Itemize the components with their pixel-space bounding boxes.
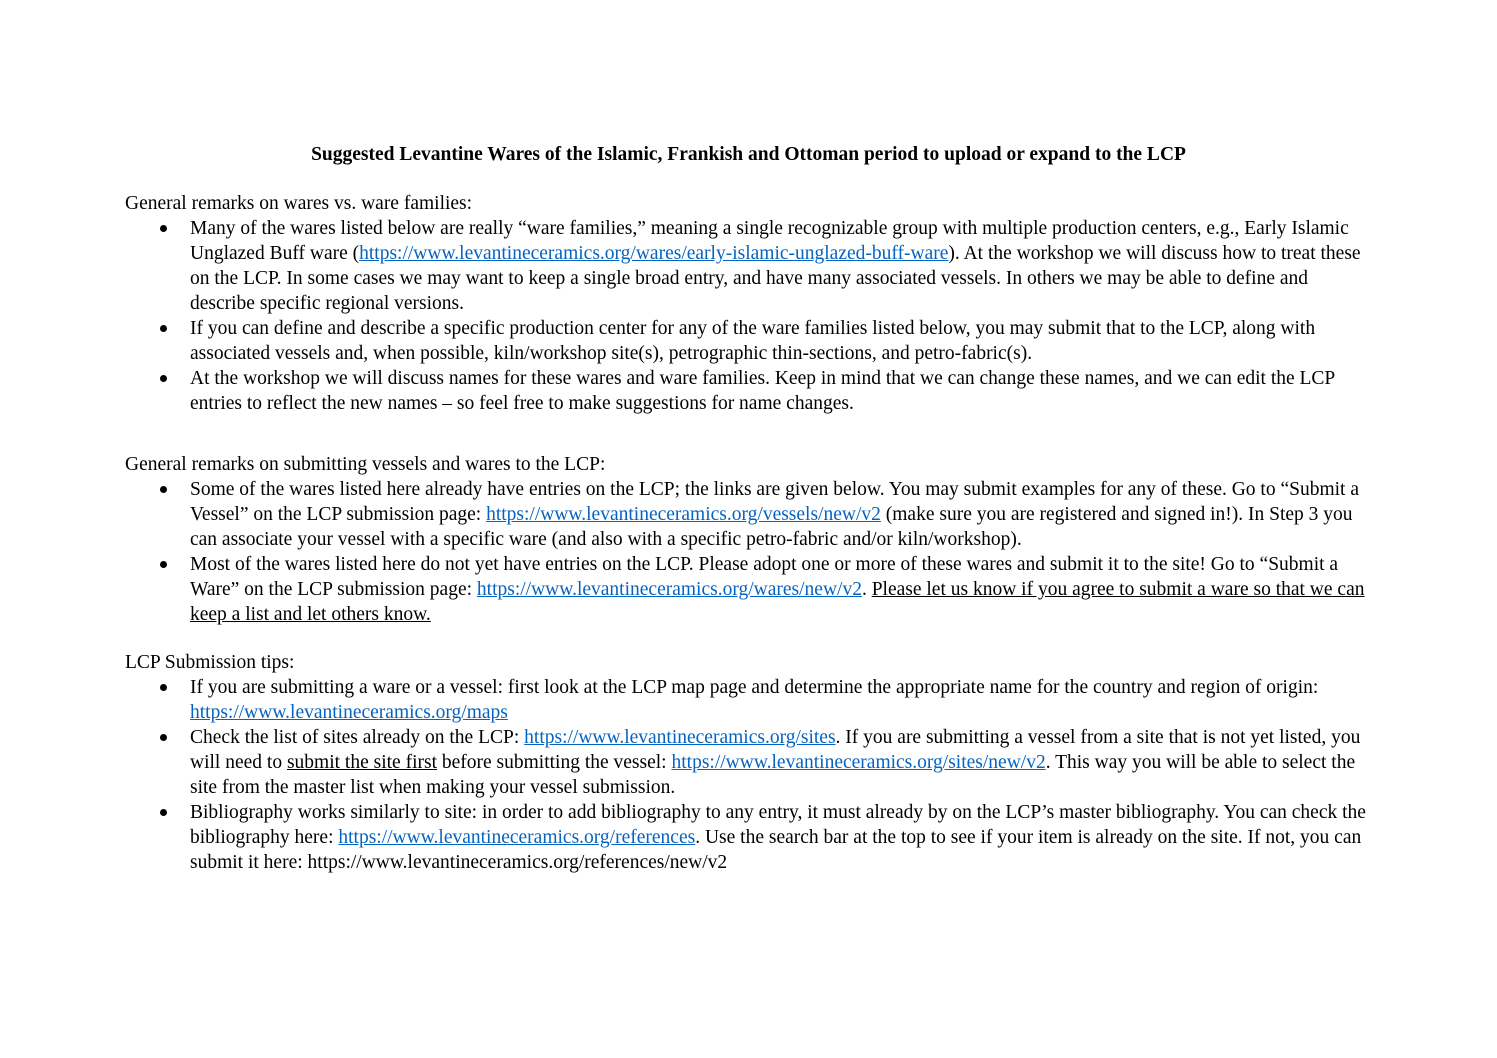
item-text: . — [861, 579, 872, 600]
item-text: . This way you will be able to select the site from the master list when making your vessel submission. — [190, 752, 1356, 798]
item-text: . Use the search bar at the top to see if your item is already on the site. If not, you can submit it here: https://www.levantineceramics.org/references/new/v2 — [190, 827, 1362, 873]
bullet-list — [125, 675, 1375, 875]
section-submitting-vessels — [125, 452, 1375, 627]
link-early-islamic-buff-ware[interactable]: https://www.levantineceramics.org/wares/early-islamic-unglazed-buff-ware — [359, 243, 949, 264]
underlined-note: submit the site first — [286, 752, 437, 773]
item-text: Most of the wares listed here do not yet have entries on the LCP. Please adopt one or more of these wares and submit it to the site! Go to “Submit a Ware” on the LCP submission page: — [190, 554, 1339, 600]
page-title: Suggested Levantine Wares of the Islamic, Frankish and Ottoman period to upload or expand to the LCP — [311, 144, 1186, 165]
list-item — [125, 675, 1375, 725]
item-text: (make sure you are registered and signed in!). In Step 3 you can associate your vessel with a specific ware (and also with a specific petro-fabric and/or kiln/workshop). — [190, 504, 1353, 550]
link-sites[interactable]: https://www.levantineceramics.org/sites — [524, 727, 836, 748]
item-text: Some of the wares listed here already have entries on the LCP; the links are given below. You may submit examples for any of these. Go to “Submit a Vessel” on the LCP submission page: — [190, 479, 1360, 525]
link-submit-ware[interactable]: https://www.levantineceramics.org/wares/new/v2 — [476, 579, 862, 600]
list-item — [125, 316, 1375, 366]
item-text: At the workshop we will discuss names for these wares and ware families. Keep in mind that we can change these names, and we can edit the LCP entries to reflect the new names – so feel free to make suggestions for name changes. — [190, 368, 1335, 414]
item-text: If you can define and describe a specific production center for any of the ware families listed below, you may submit that to the LCP, along with associated vessels and, when possible, kiln/workshop site(s), petrographic thin-sections, and petro-fabric(s). — [190, 318, 1316, 364]
bullet-icon — [160, 734, 167, 741]
section-heading: General remarks on wares vs. ware families: — [125, 193, 473, 214]
section-wares-vs-families — [125, 191, 1375, 416]
bullet-icon — [160, 561, 167, 568]
item-text: before submitting the vessel: — [436, 752, 672, 773]
list-item — [125, 366, 1375, 416]
section-heading: LCP Submission tips: — [125, 652, 295, 673]
link-submit-vessel[interactable]: https://www.levantineceramics.org/vessels/new/v2 — [486, 504, 881, 525]
bullet-icon — [160, 684, 167, 691]
list-item — [125, 477, 1375, 552]
item-text: Bibliography works similarly to site: in order to add bibliography to any entry, it must already by on the LCP’s master bibliography. You can check the bibliography here: — [190, 802, 1366, 848]
link-new-site[interactable]: https://www.levantineceramics.org/sites/new/v2 — [671, 752, 1046, 773]
item-text: Many of the wares listed below are really “ware families,” meaning a single recognizable group with multiple production centers, e.g., Early Islamic Unglazed Buff ware ( — [190, 218, 1349, 264]
bullet-icon — [160, 325, 167, 332]
bullet-icon — [160, 225, 167, 232]
link-maps[interactable]: https://www.levantineceramics.org/maps — [190, 702, 508, 723]
bullet-list — [125, 477, 1375, 627]
underlined-note: Please let us know if you agree to submit a ware so that we can keep a list and let others know. — [190, 579, 1365, 625]
item-text: If you are submitting a ware or a vessel: first look at the LCP map page and determine the appropriate name for the country and region of origin: — [190, 677, 1319, 698]
bullet-list — [125, 216, 1375, 416]
bullet-icon — [160, 375, 167, 382]
list-item — [125, 800, 1375, 875]
list-item — [125, 552, 1375, 627]
list-item — [125, 216, 1375, 316]
bullet-icon — [160, 809, 167, 816]
section-heading: General remarks on submitting vessels and wares to the LCP: — [125, 454, 606, 475]
bullet-icon — [160, 486, 167, 493]
item-text: Check the list of sites already on the LCP: — [190, 727, 525, 748]
item-text: . If you are submitting a vessel from a site that is not yet listed, you will need to — [190, 727, 1361, 773]
link-references[interactable]: https://www.levantineceramics.org/references — [338, 827, 696, 848]
section-submission-tips — [125, 650, 1375, 875]
list-item — [125, 725, 1375, 800]
item-text: ). At the workshop we will discuss how to treat these on the LCP. In some cases we may want to keep a single broad entry, and have many associated vessels. In others we may be able to define and describe specific regional versions. — [190, 243, 1361, 314]
